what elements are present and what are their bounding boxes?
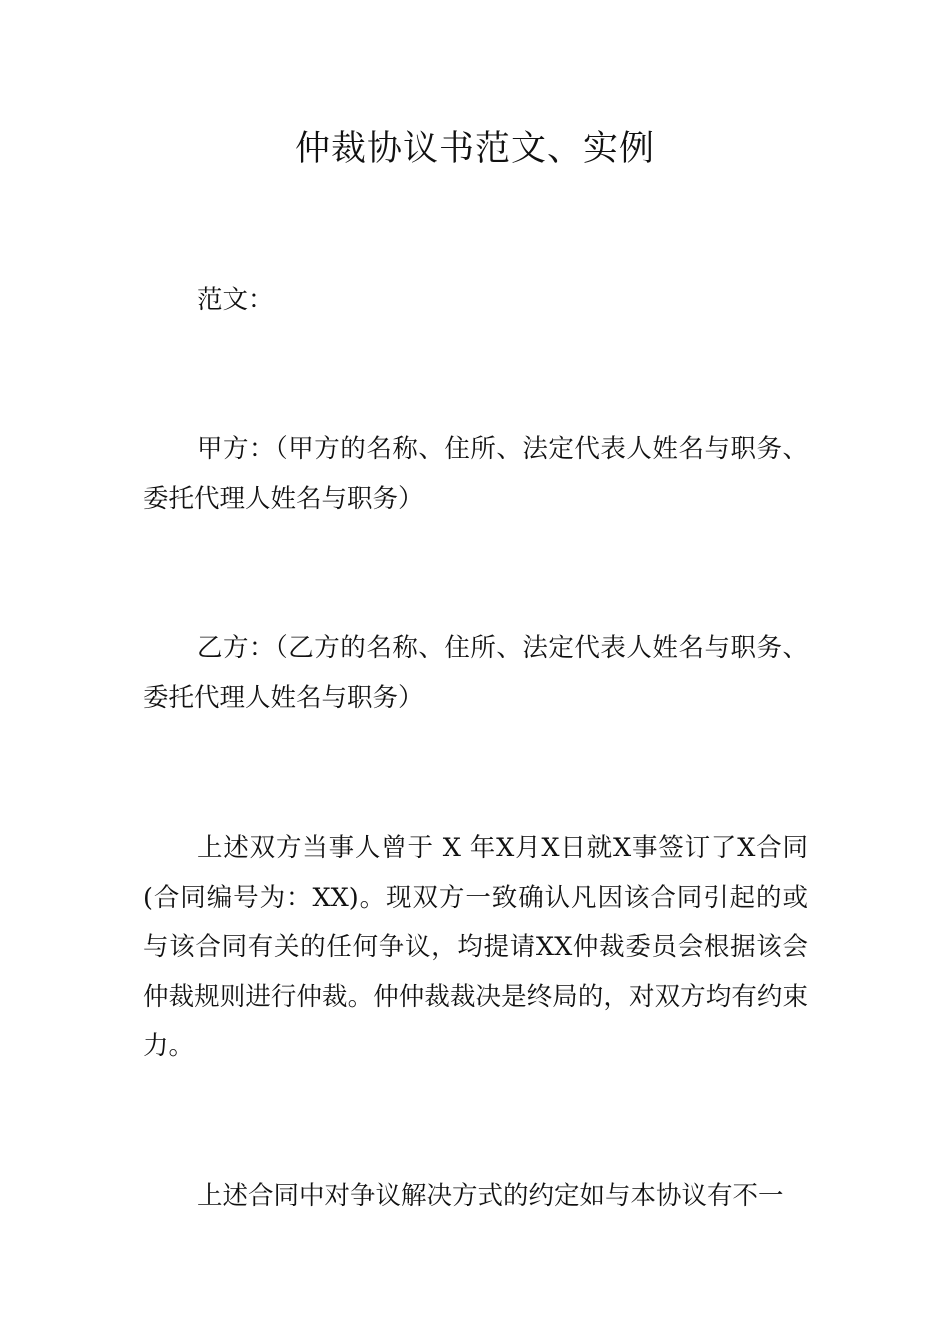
- paragraph-party-b: 乙方：（乙方的名称、住所、法定代表人姓名与职务、委托代理人姓名与职务）: [143, 633, 808, 713]
- document-title: 仲裁协议书范文、实例: [294, 129, 655, 169]
- paragraph-party-a: 甲方：（甲方的名称、住所、法定代表人姓名与职务、委托代理人姓名与职务）: [143, 434, 808, 514]
- paragraph-sample-label: 范文：: [197, 285, 274, 315]
- paragraph-dispute-resolution: 上述合同中对争议解决方式的约定如与本协议有不一: [197, 1181, 784, 1211]
- paragraph-arbitration-clause: 上述双方当事人曾于 X 年X月X日就X事签订了X合同(合同编号为：XX)。现双方一致确认凡因该合同引起的或与该合同有关的任何争议，均提请XX仲裁委员会根据该会仲裁规则进行仲裁。仲仲裁裁决是终局的，对双方均有约束力。: [143, 833, 808, 1061]
